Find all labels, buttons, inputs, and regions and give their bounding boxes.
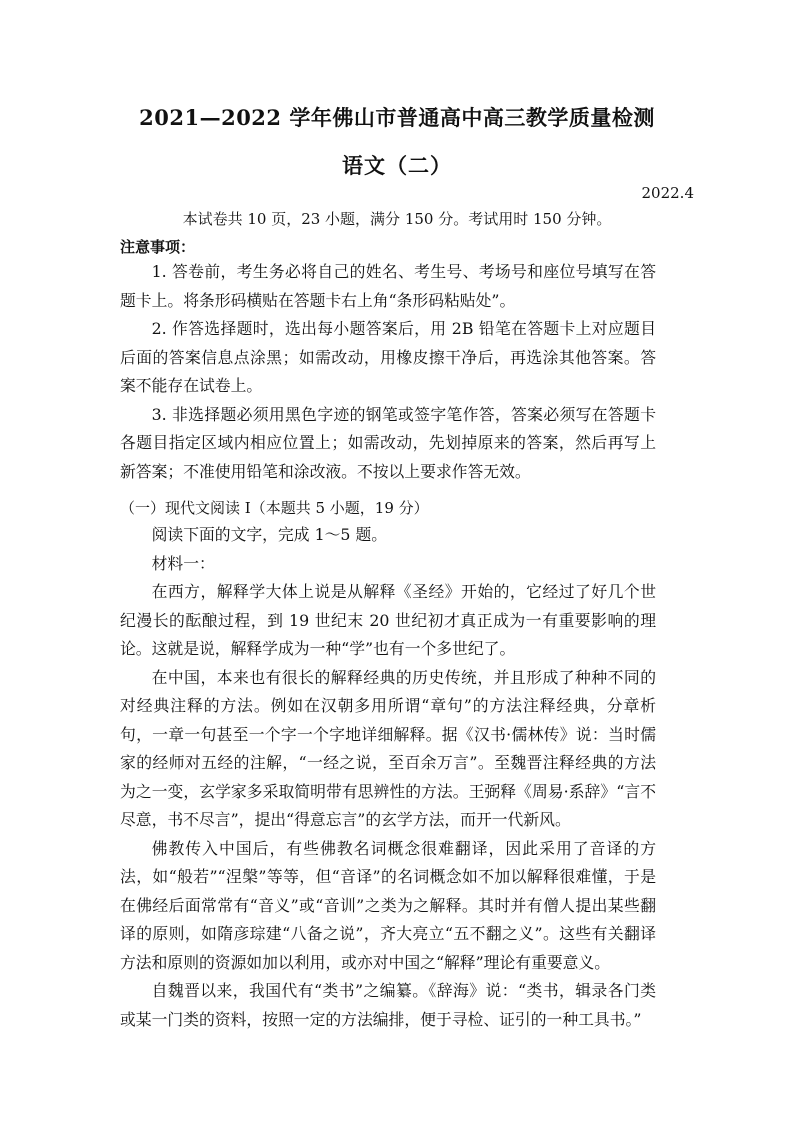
- exam-subtitle: 语文（二）: [342, 153, 452, 178]
- note-item: 3. 非选择题必须用黑色字迹的钢笔或签字笔作答，答案必须写在答题卡各题目指定区域内相应位置上；如需改动，先划掉原来的答案，然后再写上新答案；不准使用铅笔和涂改液。不按以上要求作答无效。: [120, 404, 656, 481]
- passage-paragraph: 在西方，解释学大体上说是从解释《圣经》开始的，它经过了好几个世纪漫长的酝酿过程，到 19 世纪末 20 世纪初才真正成为一有重要影响的理论。这就是说，解释学成为一种“学”也有一个多世纪了。: [120, 582, 656, 658]
- note-item: 1. 答卷前，考生务必将自己的姓名、考生号、考场号和座位号填写在答题卡上。将条形码横贴在答题卡右上角“条形码粘贴处”。: [120, 262, 656, 310]
- passage-paragraph: 佛教传入中国后，有些佛教名词概念很难翻译，因此采用了音译的方法，如“般若”“涅槃”等等，但“音译”的名词概念如不加以解释很难懂，于是在佛经后面常常有“音义”或“音训”之类为之解释。其时并有僧人提出某些翻译的原则，如隋彦琮建“八备之说”，齐大亮立“五不翻之义”。这些有关翻译方法和原则的资源如加以利用，或亦对中国之“解释”理论有重要意义。: [120, 838, 656, 972]
- section-heading: （一）现代文阅读 I（本题共 5 小题，19 分）: [120, 499, 429, 517]
- exam-date: 2022.4: [641, 184, 694, 202]
- note-item: 2. 作答选择题时，选出每小题答案后，用 2B 铅笔在答题卡上对应题目后面的答案信息点涂黑；如需改动，用橡皮擦干净后，再选涂其他答案。答案不能存在试卷上。: [120, 319, 656, 395]
- exam-info: 本试卷共 10 页，23 小题，满分 150 分。考试用时 150 分钟。: [182, 210, 612, 228]
- material-label: 材料一：: [151, 553, 215, 573]
- notes-list: [120, 258, 656, 486]
- passage-paragraph: 自魏晋以来，我国代有“类书”之编纂。《辞海》说：“类书，辑录各门类或某一门类的资料，按照一定的方法编排，便于寻检、证引的一种工具书。”: [120, 981, 656, 1029]
- passage-paragraph: 在中国，本来也有很长的解释经典的历史传统，并且形成了种种不同的对经典注释的方法。例如在汉朝多用所谓“章句”的方法注释经典，分章析句，一章一句甚至一个字一个字地详细解释。据《汉书·儒林传》说：当时儒家的经师对五经的注解，“一经之说，至百余万言”。至魏晋注释经典的方法为之一变，玄学家多采取简明带有思辨性的方法。王弼释《周易·系辞》“言不尽意，书不尽言”，提出“得意忘言”的玄学方法，而开一代新风。: [120, 667, 656, 829]
- exam-title: 2021—2022 学年佛山市普通高中高三教学质量检测: [139, 105, 655, 130]
- instruction-text: 阅读下面的文字，完成 1～5 题。: [151, 525, 388, 544]
- notes-heading: 注意事项：: [120, 238, 196, 256]
- reading-passage: [120, 521, 656, 1034]
